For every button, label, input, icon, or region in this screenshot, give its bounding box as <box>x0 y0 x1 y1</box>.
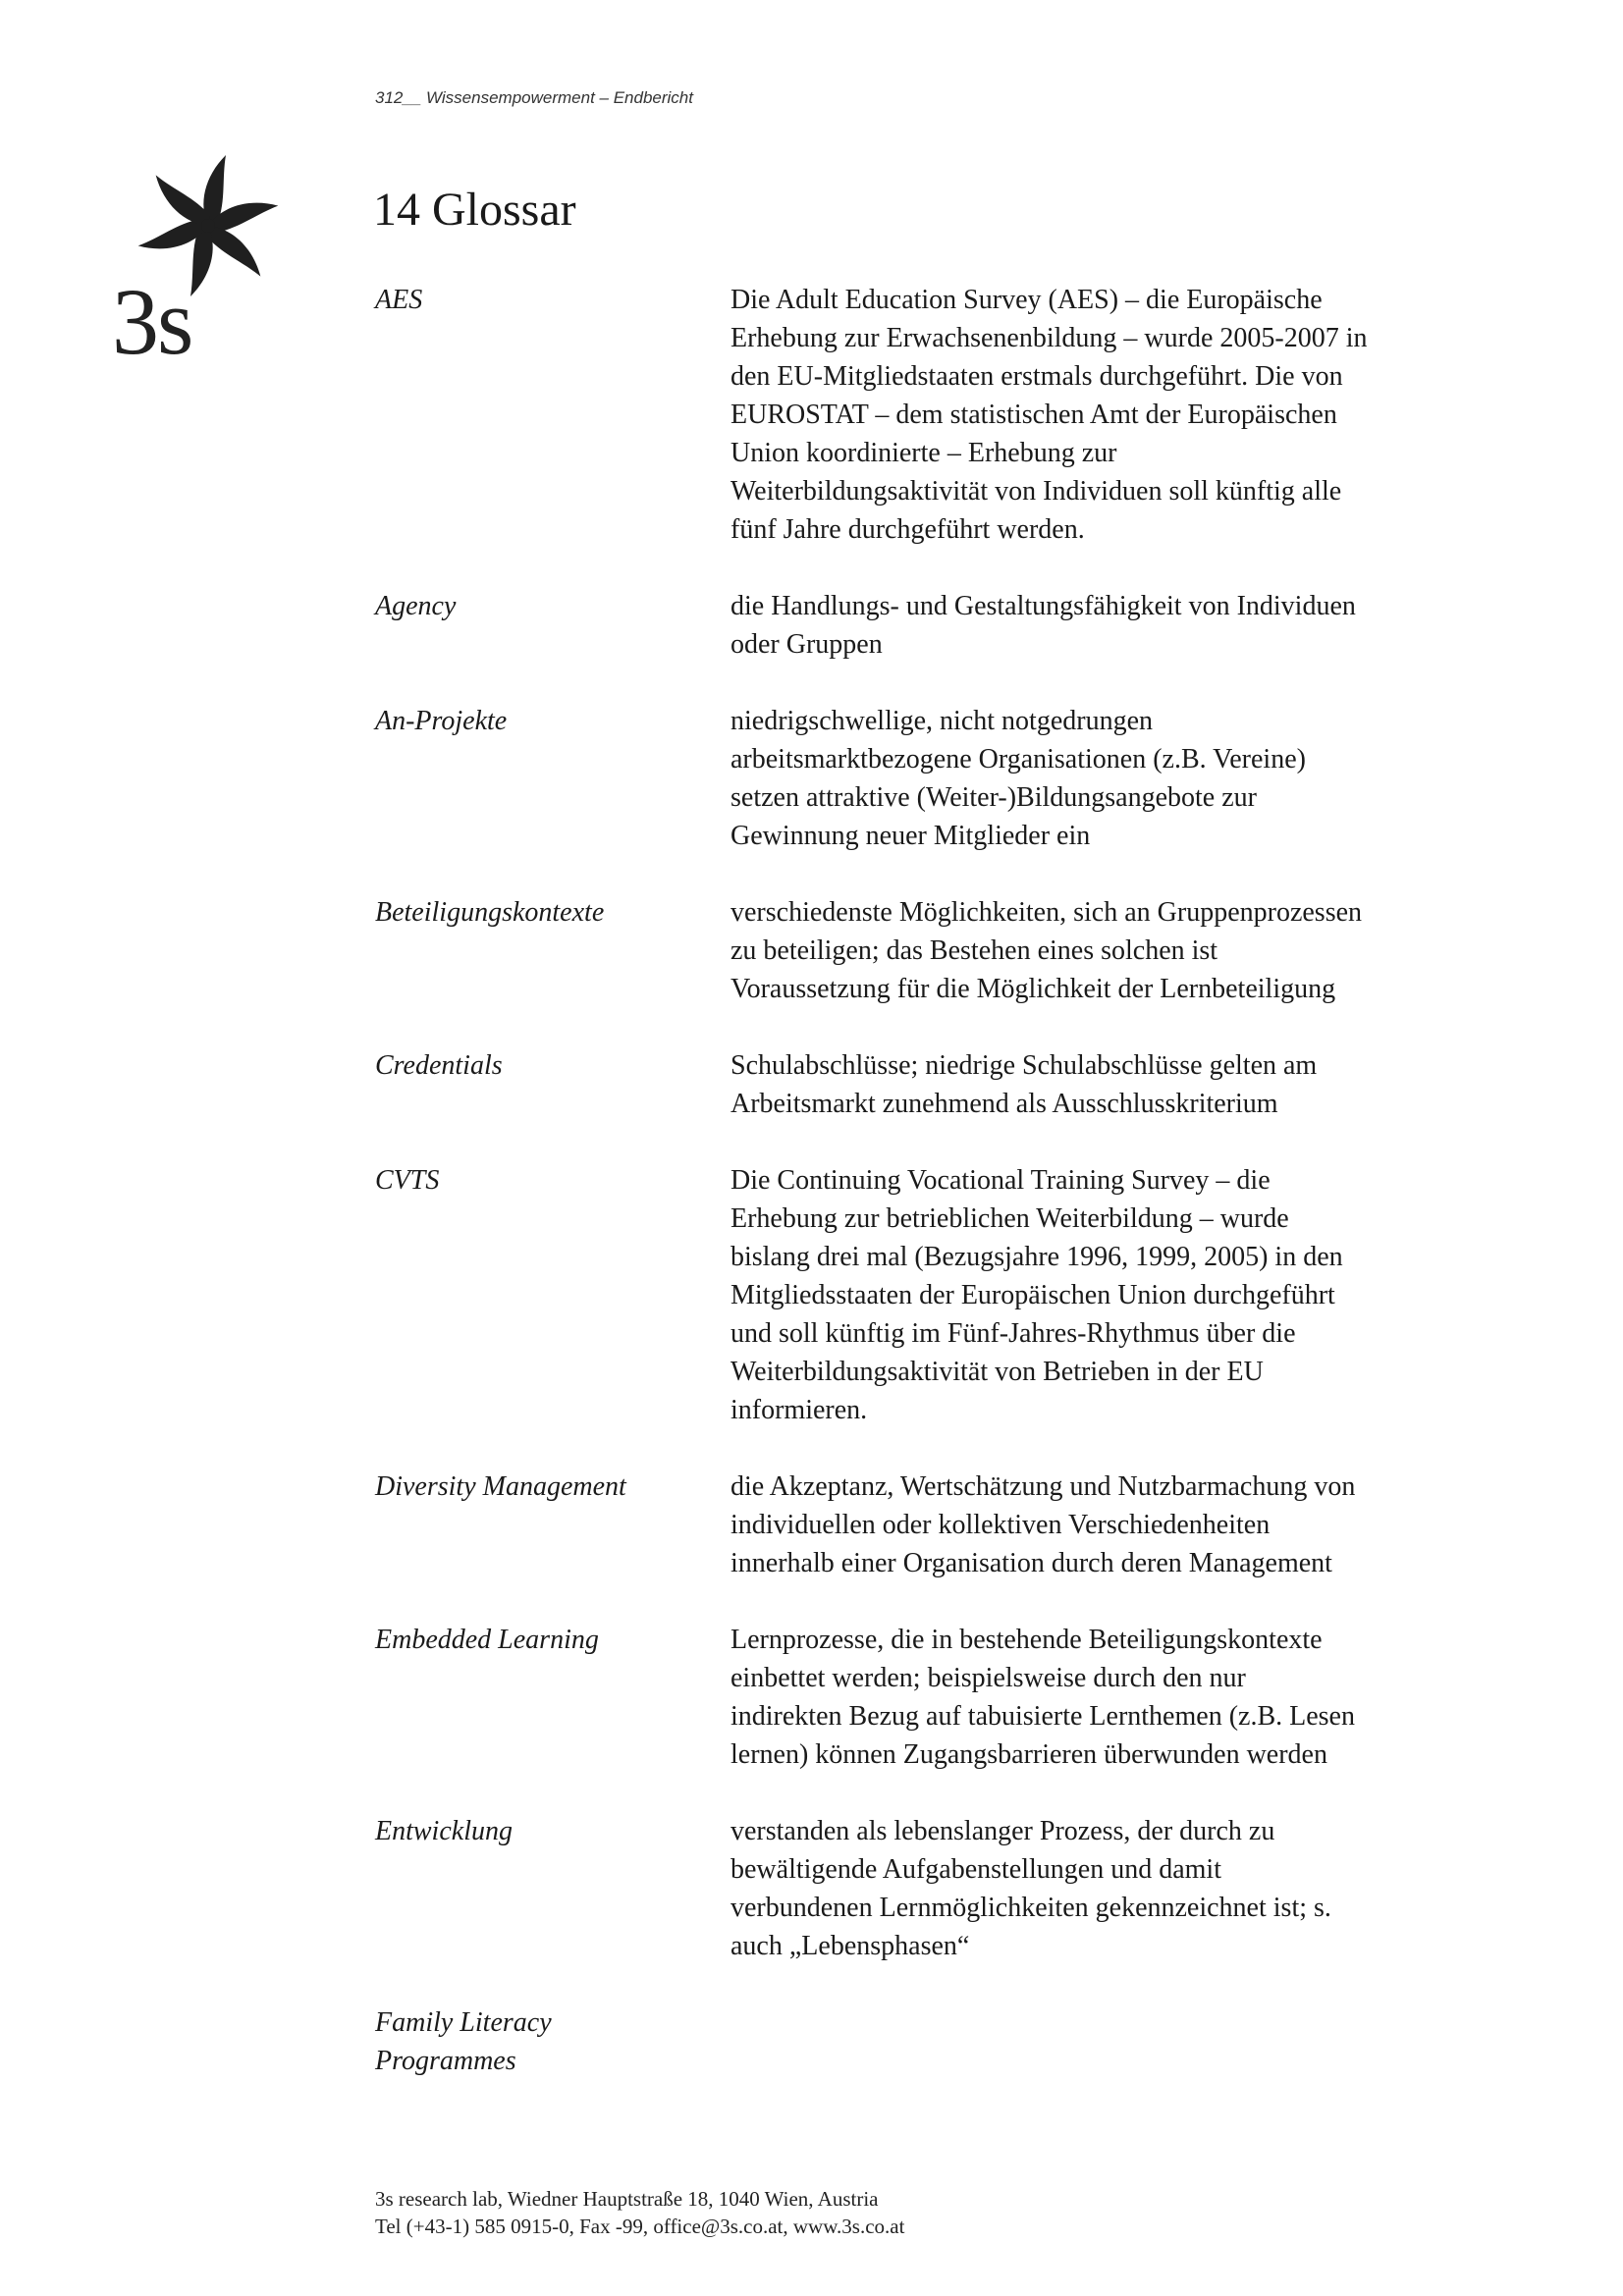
glossary-term: Family Literacy Programmes <box>375 2007 552 2076</box>
definition-line: Die Continuing Vocational Training Survey – die <box>730 1165 1271 1196</box>
logo-text: 3s <box>112 269 192 374</box>
glossary-term: Entwicklung <box>375 1816 513 1846</box>
page-footer <box>375 2185 904 2240</box>
definition-line: indirekten Bezug auf tabuisierte Lernthemen (z.B. Lesen <box>730 1701 1355 1732</box>
definition-line: den EU-Mitgliedstaaten erstmals durchgeführt. Die von <box>730 361 1343 392</box>
definition-line: Erhebung zur Erwachsenenbildung – wurde 2005-2007 in <box>730 323 1368 353</box>
footer-contact: Tel (+43-1) 585 0915-0, Fax -99, office@3s.co.at, www.3s.co.at <box>375 2215 905 2238</box>
glossary-entry <box>375 1046 1485 1123</box>
running-header: 312__ Wissensempowerment – Endbericht <box>375 88 693 107</box>
glossary-entry <box>375 702 1485 855</box>
glossary-entry <box>375 893 1485 1008</box>
glossary-definition <box>730 1161 1477 1429</box>
definition-line: oder Gruppen <box>730 629 883 660</box>
glossary-definition <box>730 702 1477 855</box>
glossary-entry <box>375 2003 1485 2076</box>
definition-line: Die Adult Education Survey (AES) – die Europäische <box>730 285 1323 315</box>
definition-line: individuellen oder kollektiven Verschiedenheiten <box>730 1510 1271 1540</box>
definition-line: setzen attraktive (Weiter-)Bildungsangebote zur <box>730 782 1257 813</box>
glossary-entry <box>375 1812 1485 1965</box>
definition-line: Weiterbildungsaktivität von Individuen soll künftig alle <box>730 476 1342 507</box>
glossary-term: Embedded Learning <box>375 1625 599 1655</box>
glossary-term: Diversity Management <box>375 1471 626 1502</box>
definition-line: innerhalb einer Organisation durch deren Management <box>730 1548 1332 1578</box>
glossary-entry <box>375 1468 1485 1582</box>
page-title: 14 Glossar <box>373 184 576 236</box>
glossary-term: An-Projekte <box>375 706 508 736</box>
definition-line: niedrigschwellige, nicht notgedrungen <box>730 706 1153 736</box>
definition-line: auch „Lebensphasen“ <box>730 1931 970 1961</box>
glossary-definition <box>730 281 1477 549</box>
glossary-term: Beteiligungskontexte <box>375 897 605 928</box>
glossary-term: AES <box>375 285 423 315</box>
glossary-definition <box>730 1621 1477 1774</box>
definition-line: verschiedenste Möglichkeiten, sich an Gruppenprozessen <box>730 897 1363 928</box>
glossary-entry <box>375 1161 1485 1429</box>
definition-line: die Handlungs- und Gestaltungsfähigkeit von Individuen <box>730 591 1356 621</box>
definition-line: Weiterbildungsaktivität von Betrieben in der EU <box>730 1357 1264 1387</box>
definition-line: Arbeitsmarkt zunehmend als Ausschlusskriterium <box>730 1089 1278 1119</box>
glossary-definition <box>730 587 1477 664</box>
glossary-entry <box>375 587 1485 664</box>
definition-line: Gewinnung neuer Mitglieder ein <box>730 821 1091 851</box>
definition-line: Lernprozesse, die in bestehende Beteiligungskontexte <box>730 1625 1323 1655</box>
definition-line: Erhebung zur betrieblichen Weiterbildung – wurde <box>730 1203 1289 1234</box>
definition-line: Mitgliedsstaaten der Europäischen Union durchgeführt <box>730 1280 1335 1310</box>
definition-line: verstanden als lebenslanger Prozess, der durch zu <box>730 1816 1275 1846</box>
definition-line: zu beteiligen; das Bestehen eines solchen ist <box>730 935 1218 966</box>
glossary-term: CVTS <box>375 1165 440 1196</box>
glossary-definition <box>730 1468 1477 1582</box>
glossary-definition <box>730 1812 1477 1965</box>
definition-line: bewältigende Aufgabenstellungen und damit <box>730 1854 1221 1885</box>
glossary-definition <box>730 2003 1477 2042</box>
definition-line: fünf Jahre durchgeführt werden. <box>730 514 1085 545</box>
glossary-entry <box>375 1621 1485 1774</box>
definition-line: Schulabschlüsse; niedrige Schulabschlüsse gelten am <box>730 1050 1318 1081</box>
definition-line: und soll künftig im Fünf-Jahres-Rhythmus über die <box>730 1318 1296 1349</box>
glossary-list <box>375 281 1485 2076</box>
definition-line: bislang drei mal (Bezugsjahre 1996, 1999, 2005) in den <box>730 1242 1343 1272</box>
definition-line: informieren. <box>730 1395 868 1425</box>
definition-line: lernen) können Zugangsbarrieren überwunden werden <box>730 1739 1327 1770</box>
definition-line: Voraussetzung für die Möglichkeit der Lernbeteiligung <box>730 974 1336 1004</box>
glossary-term: Agency <box>375 591 457 621</box>
glossary-definition <box>730 893 1477 1008</box>
definition-line: arbeitsmarktbezogene Organisationen (z.B. Vereine) <box>730 744 1306 774</box>
glossary-term: Credentials <box>375 1050 503 1081</box>
glossary-definition <box>730 1046 1477 1123</box>
definition-line: die Akzeptanz, Wertschätzung und Nutzbarmachung von <box>730 1471 1356 1502</box>
definition-line: Union koordinierte – Erhebung zur <box>730 438 1117 468</box>
company-logo <box>110 147 326 383</box>
glossary-entry <box>375 281 1485 549</box>
footer-address: 3s research lab, Wiedner Hauptstraße 18, 1040 Wien, Austria <box>375 2187 879 2211</box>
definition-line: EUROSTAT – dem statistischen Amt der Europäischen <box>730 400 1337 430</box>
definition-line: verbundenen Lernmöglichkeiten gekennzeichnet ist; s. <box>730 1893 1331 1923</box>
definition-line: einbettet werden; beispielsweise durch den nur <box>730 1663 1246 1693</box>
